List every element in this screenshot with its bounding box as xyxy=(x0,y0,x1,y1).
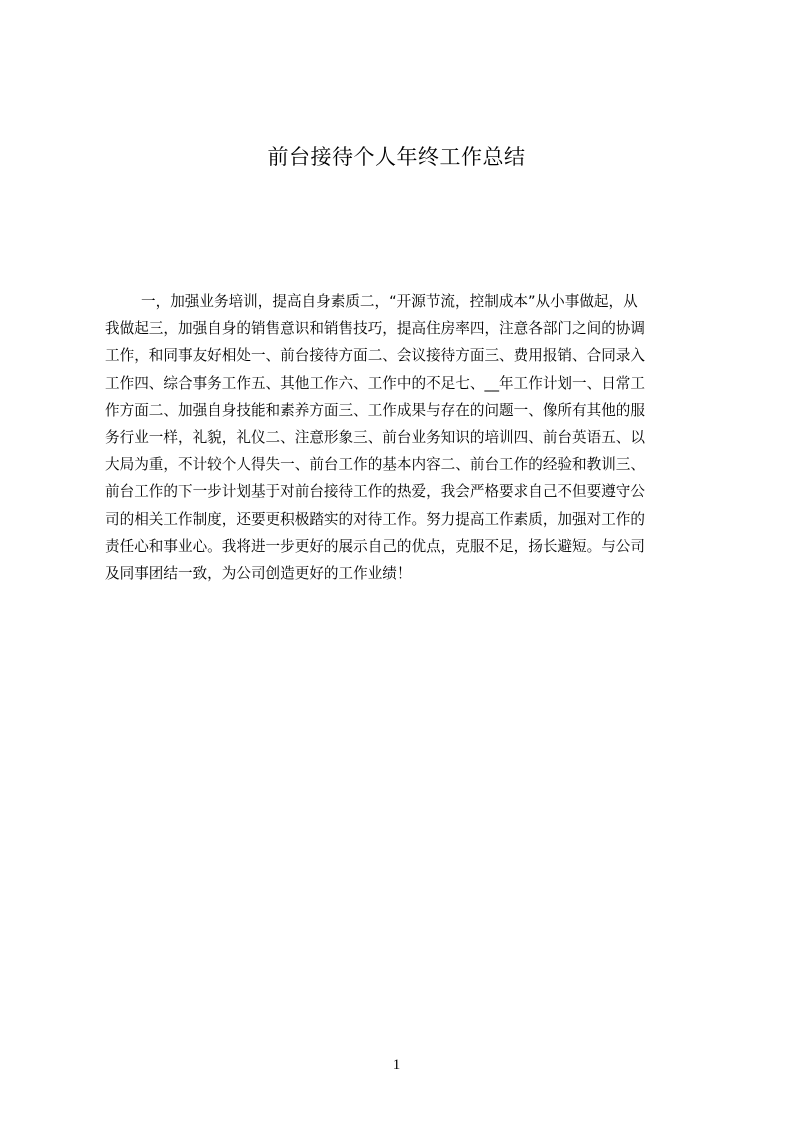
body-line: 作方面二、加强自身技能和素养方面三、工作成果与存在的问题一、像所有其他的服 xyxy=(105,401,645,419)
document-body xyxy=(105,288,697,587)
body-line: 工作，和同事友好相处一、前台接待方面二、会议接待方面三、费用报销、合同录入 xyxy=(105,347,645,365)
body-line: 一，加强业务培训，提高自身素质二，“开源节流，控制成本”从小事做起，从 xyxy=(141,293,638,310)
body-line: 责任心和事业心。我将进一步更好的展示自己的优点，克服不足，扬长避短。与公司 xyxy=(105,537,645,555)
body-line: 及同事团结一致，为公司创造更好的工作业绩！ xyxy=(105,564,412,582)
body-line: 大局为重，不计较个人得失一、前台工作的基本内容二、前台工作的经验和教训三、 xyxy=(105,456,645,474)
body-line: 务行业一样，礼貌，礼仪二、注意形象三、前台业务知识的培训四、前台英语五、以 xyxy=(105,428,645,446)
body-line: 我做起三，加强自身的销售意识和销售技巧，提高住房率四，注意各部门之间的协调 xyxy=(105,320,645,338)
body-line: 工作四、综合事务工作五、其他工作六、工作中的不足七、__年工作计划一、日常工 xyxy=(105,374,645,392)
page-number: 1 xyxy=(392,1057,401,1073)
body-line: 司的相关工作制度，还要更积极踏实的对待工作。努力提高工作素质，加强对工作的 xyxy=(105,510,645,528)
document-title: 前台接待个人年终工作总结 xyxy=(267,145,526,169)
body-line: 前台工作的下一步计划基于对前台接待工作的热爱，我会严格要求自己不但要遵守公 xyxy=(105,483,645,501)
